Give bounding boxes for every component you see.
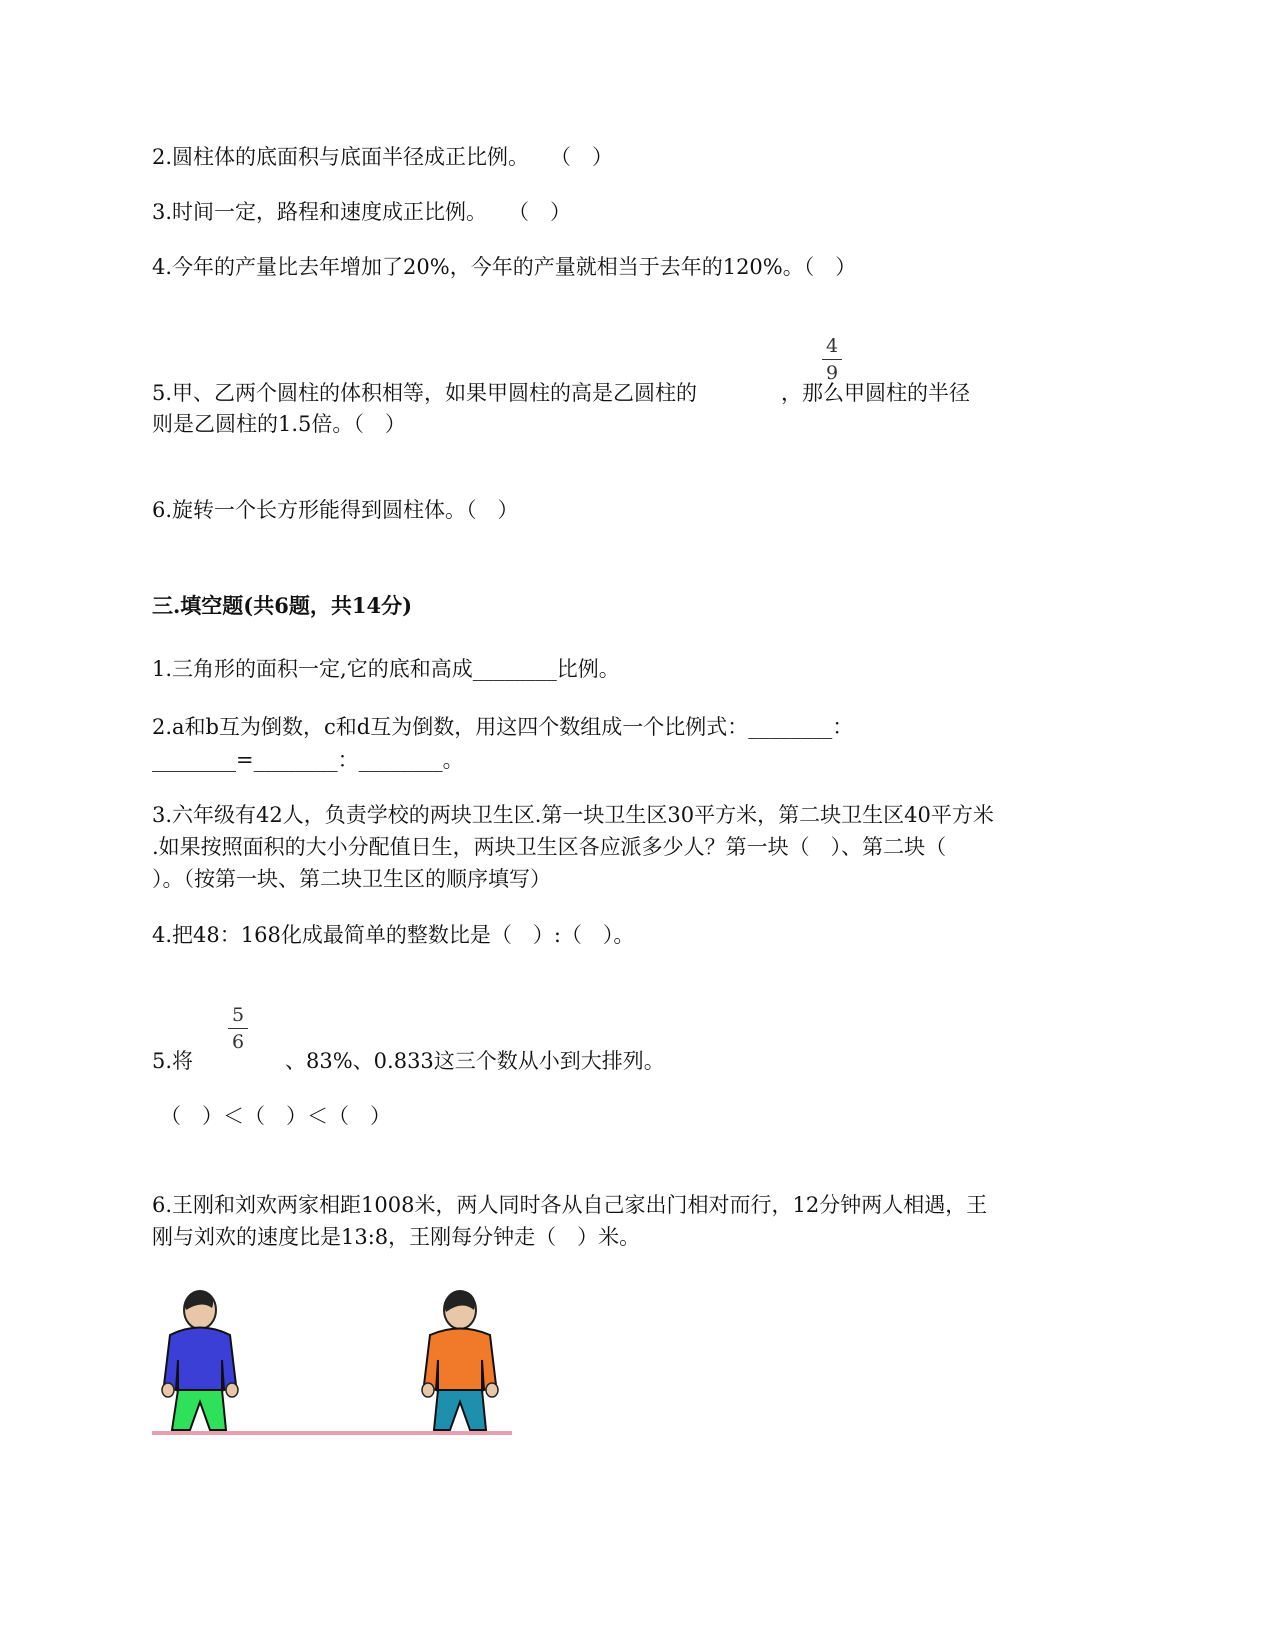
fill-question-5-prefix: 5.将 <box>152 1049 194 1073</box>
fill-question-6-line1: 6.王刚和刘欢两家相距1008米，两人同时各从自己家出门相对而行，12分钟两人相遇，王 <box>152 1193 988 1217</box>
person-right-icon <box>422 1291 498 1430</box>
fill-question-4: 4.把48：168化成最简单的整数比是（ ）:（ ）。 <box>152 923 635 947</box>
fraction-5-6 <box>226 1003 250 1054</box>
person-left-icon <box>162 1291 238 1430</box>
judge-question-6: 6.旋转一个长方形能得到圆柱体。（ ） <box>152 498 519 522</box>
fraction-bar <box>228 1028 248 1029</box>
judge-question-2: 2.圆柱体的底面积与底面半径成正比例。 （ ） <box>152 145 614 169</box>
fill-question-5-suffix: 、83%、0.833这三个数从小到大排列。 <box>285 1049 665 1073</box>
section-heading: 三.填空题(共6题，共14分) <box>152 593 413 618</box>
fraction-bar <box>822 359 842 360</box>
two-people-illustration <box>150 1290 520 1460</box>
judge-question-5-line2: 则是乙圆柱的1.5倍。（ ） <box>152 412 406 436</box>
fill-question-2-line2: ________=________：________。 <box>152 748 464 772</box>
fill-question-3-line3: ）。（按第一块、第二块卫生区的顺序填写） <box>152 867 551 891</box>
fill-question-1: 1.三角形的面积一定,它的底和高成________比例。 <box>152 657 620 681</box>
fill-question-3-line1: 3.六年级有42人，负责学校的两块卫生区.第一块卫生区30平方米，第二块卫生区40平方米 <box>152 803 994 827</box>
fill-question-3-line2: .如果按照面积的大小分配值日生，两块卫生区各应派多少人？第一块（ ）、第二块（ <box>152 835 947 859</box>
fill-question-2-line1: 2.a和b互为倒数，c和d互为倒数，用这四个数组成一个比例式：________： <box>152 715 854 739</box>
fill-question-5-answer: （ ）＜（ ）＜（ ） <box>160 1104 391 1128</box>
fraction-numerator: 5 <box>231 1004 245 1026</box>
judge-question-4: 4.今年的产量比去年增加了20%，今年的产量就相当于去年的120%。（ ） <box>152 255 857 279</box>
fraction-denominator: 9 <box>825 362 839 384</box>
fill-question-6-line2: 刚与刘欢的速度比是13:8，王刚每分钟走（ ）米。 <box>152 1225 641 1249</box>
judge-question-3: 3.时间一定，路程和速度成正比例。 （ ） <box>152 200 572 224</box>
fraction-denominator: 6 <box>231 1031 245 1053</box>
fraction-numerator: 4 <box>825 335 839 357</box>
judge-question-5-line1: 5.甲、乙两个圆柱的体积相等，如果甲圆柱的高是乙圆柱的 ，那么甲圆柱的半径 <box>152 381 971 405</box>
